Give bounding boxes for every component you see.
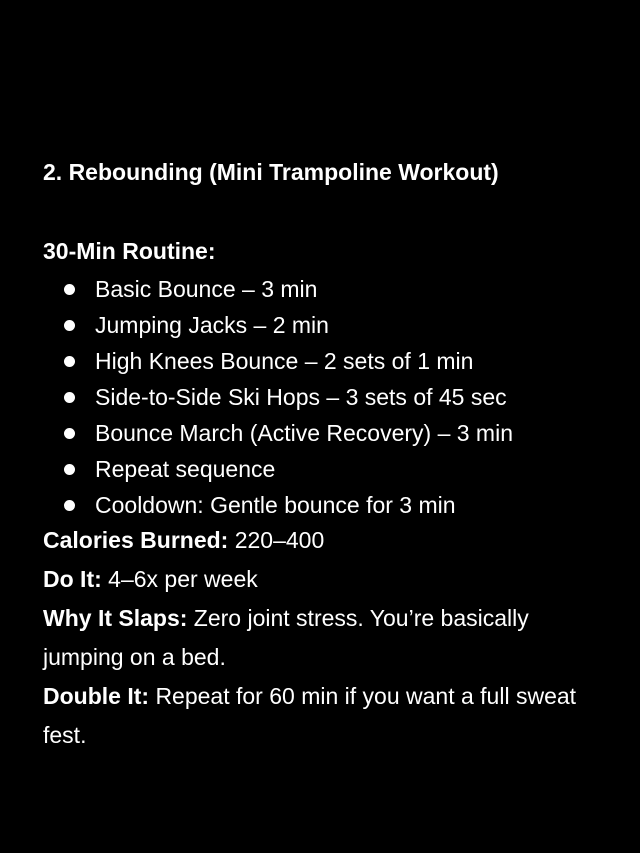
note-content [43,157,603,748]
list-item-text: High Knees Bounce – 2 sets of 1 min [95,348,474,374]
routine-heading: 30-Min Routine: [43,238,216,264]
double-fact [43,677,603,755]
section-title: 2. Rebounding (Mini Trampoline Workout) [43,159,499,185]
bullet-icon [64,500,75,511]
list-item-text: Cooldown: Gentle bounce for 3 min [95,492,456,518]
why-value: Zero joint stress. You’re basically jumping on a bed. [43,605,529,670]
calories-fact [43,521,603,560]
why-label: Why It Slaps: [43,605,188,631]
list-item-text: Bounce March (Active Recovery) – 3 min [95,420,513,446]
frequency-fact [43,560,603,599]
list-item [43,415,603,451]
list-item [43,487,603,523]
bullet-icon [64,320,75,331]
list-item [43,379,603,415]
bullet-icon [64,464,75,475]
routine-list [43,271,603,523]
list-item-text: Jumping Jacks – 2 min [95,312,329,338]
why-fact [43,599,603,677]
list-item-text: Basic Bounce – 3 min [95,276,318,302]
double-value: Repeat for 60 min if you want a full sweat fest. [43,683,577,748]
list-item [43,451,603,487]
double-label: Double It: [43,683,150,709]
calories-value: 220–400 [234,527,325,553]
list-item [43,343,603,379]
list-item-text: Side-to-Side Ski Hops – 3 sets of 45 sec [95,384,507,410]
list-item-text: Repeat sequence [95,456,276,482]
frequency-label: Do It: [43,566,102,592]
facts-section [43,521,603,755]
bullet-icon [64,356,75,367]
list-item [43,271,603,307]
bullet-icon [64,284,75,295]
calories-label: Calories Burned: [43,527,229,553]
frequency-value: 4–6x per week [108,566,258,592]
list-item [43,307,603,343]
bullet-icon [64,428,75,439]
bullet-icon [64,392,75,403]
